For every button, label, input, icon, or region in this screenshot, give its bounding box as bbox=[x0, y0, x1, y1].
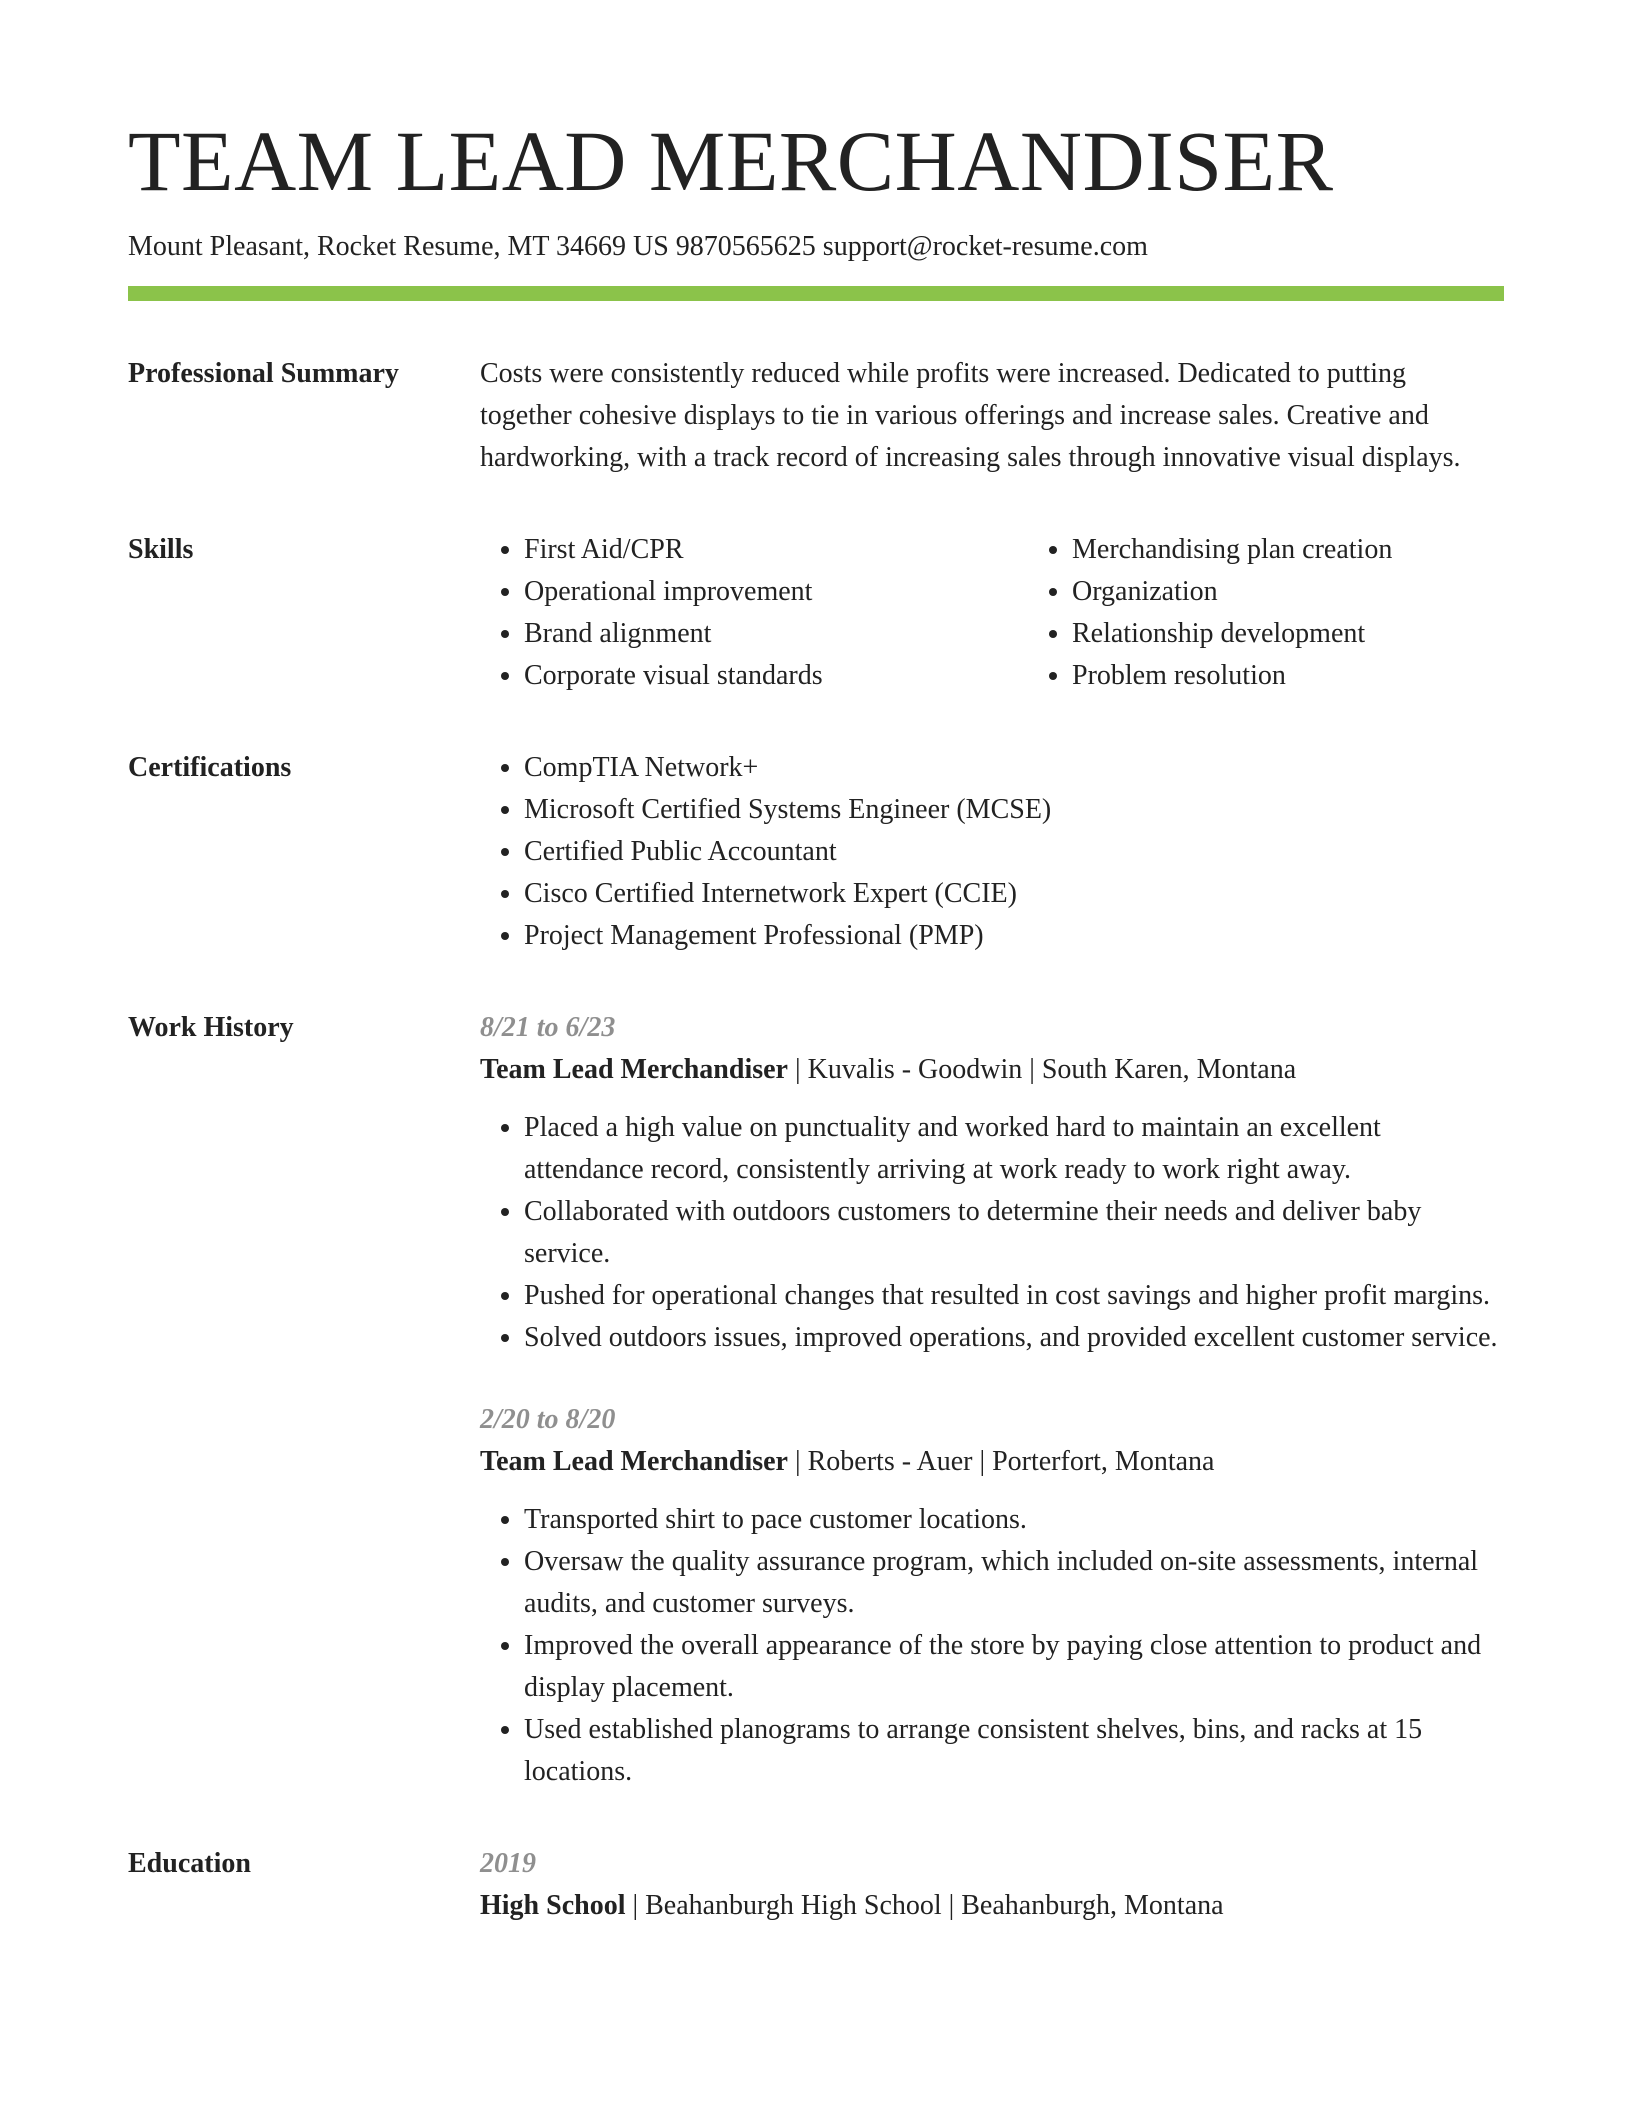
list-item: • Collaborated with outdoors customers to determine their needs and deliver baby service. bbox=[524, 1191, 1504, 1275]
job-bullets bbox=[480, 1499, 1504, 1793]
skills-list-left bbox=[480, 529, 1028, 697]
skills-grid bbox=[480, 529, 1576, 697]
list-item: • Operational improvement bbox=[524, 571, 1028, 613]
certifications-list bbox=[480, 747, 1504, 957]
candidate-name: TEAM LEAD MERCHANDISER bbox=[128, 113, 1334, 209]
education-section bbox=[128, 1843, 1504, 1927]
section-title: Certifications bbox=[128, 751, 292, 783]
list-item: • Corporate visual standards bbox=[524, 655, 1028, 697]
contact-info: Mount Pleasant, Rocket Resume, MT 34669 US 9870565625 support@rocket-resume.com bbox=[128, 231, 1148, 262]
job-entry bbox=[480, 1399, 1504, 1793]
list-item: • Improved the overall appearance of the store by paying close attention to product and display placement. bbox=[524, 1625, 1504, 1709]
summary-section bbox=[128, 353, 1504, 479]
job-details: | Roberts - Auer | Porterfort, Montana bbox=[788, 1445, 1215, 1477]
list-item: • Merchandising plan creation bbox=[1072, 529, 1576, 571]
job-bullets bbox=[480, 1107, 1504, 1359]
list-item: • Pushed for operational changes that resulted in cost savings and higher profit margins. bbox=[524, 1275, 1504, 1317]
job-title: Team Lead Merchandiser bbox=[480, 1053, 788, 1085]
education-degree: High School bbox=[480, 1889, 626, 1921]
list-item: • Organization bbox=[1072, 571, 1576, 613]
job-details: | Kuvalis - Goodwin | South Karen, Montana bbox=[788, 1053, 1297, 1085]
list-item: • Project Management Professional (PMP) bbox=[524, 915, 1504, 957]
section-title: Work History bbox=[128, 1011, 294, 1043]
list-item: • Transported shirt to pace customer locations. bbox=[524, 1499, 1504, 1541]
section-title: Education bbox=[128, 1847, 251, 1879]
list-item: • Problem resolution bbox=[1072, 655, 1576, 697]
education-heading bbox=[480, 1885, 1504, 1927]
skills-list-right bbox=[1028, 529, 1576, 697]
list-item: • Microsoft Certified Systems Engineer (MCSE) bbox=[524, 789, 1504, 831]
job-heading bbox=[480, 1049, 1504, 1091]
education-details: | Beahanburgh High School | Beahanburgh, Montana bbox=[625, 1889, 1224, 1921]
skills-section bbox=[128, 529, 1504, 697]
list-item: • First Aid/CPR bbox=[524, 529, 1028, 571]
list-item: • Relationship development bbox=[1072, 613, 1576, 655]
work-history-section bbox=[128, 1007, 1504, 1793]
job-dates: 2/20 to 8/20 bbox=[480, 1403, 616, 1435]
job-title: Team Lead Merchandiser bbox=[480, 1445, 788, 1477]
summary-text: Costs were consistently reduced while profits were increased. Dedicated to putting together cohesive displays to tie in various offerings and increase sales. Creative and hardworking, with a track record of increasing sales through innovative visual displays. bbox=[480, 357, 1461, 473]
list-item: • CompTIA Network+ bbox=[524, 747, 1504, 789]
list-item: • Placed a high value on punctuality and worked hard to maintain an excellent attendance record, consistently arriving at work ready to work right away. bbox=[524, 1107, 1504, 1191]
list-item: • Certified Public Accountant bbox=[524, 831, 1504, 873]
work-history-body bbox=[480, 1007, 1504, 1793]
list-item: • Used established planograms to arrange consistent shelves, bins, and racks at 15 locations. bbox=[524, 1709, 1504, 1793]
education-year: 2019 bbox=[480, 1847, 536, 1879]
list-item: • Cisco Certified Internetwork Expert (CCIE) bbox=[524, 873, 1504, 915]
certifications-body bbox=[480, 747, 1504, 957]
list-item: • Brand alignment bbox=[524, 613, 1028, 655]
section-title: Professional Summary bbox=[128, 357, 399, 389]
job-entry bbox=[480, 1007, 1504, 1359]
section-title: Skills bbox=[128, 533, 194, 565]
list-item: • Oversaw the quality assurance program, which included on-site assessments, internal audits, and customer surveys. bbox=[524, 1541, 1504, 1625]
resume-page bbox=[128, 113, 1504, 1927]
certifications-section bbox=[128, 747, 1504, 957]
list-item: • Solved outdoors issues, improved operations, and provided excellent customer service. bbox=[524, 1317, 1504, 1359]
job-heading bbox=[480, 1441, 1504, 1483]
job-dates: 8/21 to 6/23 bbox=[480, 1011, 616, 1043]
education-body bbox=[480, 1843, 1504, 1927]
accent-divider bbox=[128, 286, 1504, 301]
